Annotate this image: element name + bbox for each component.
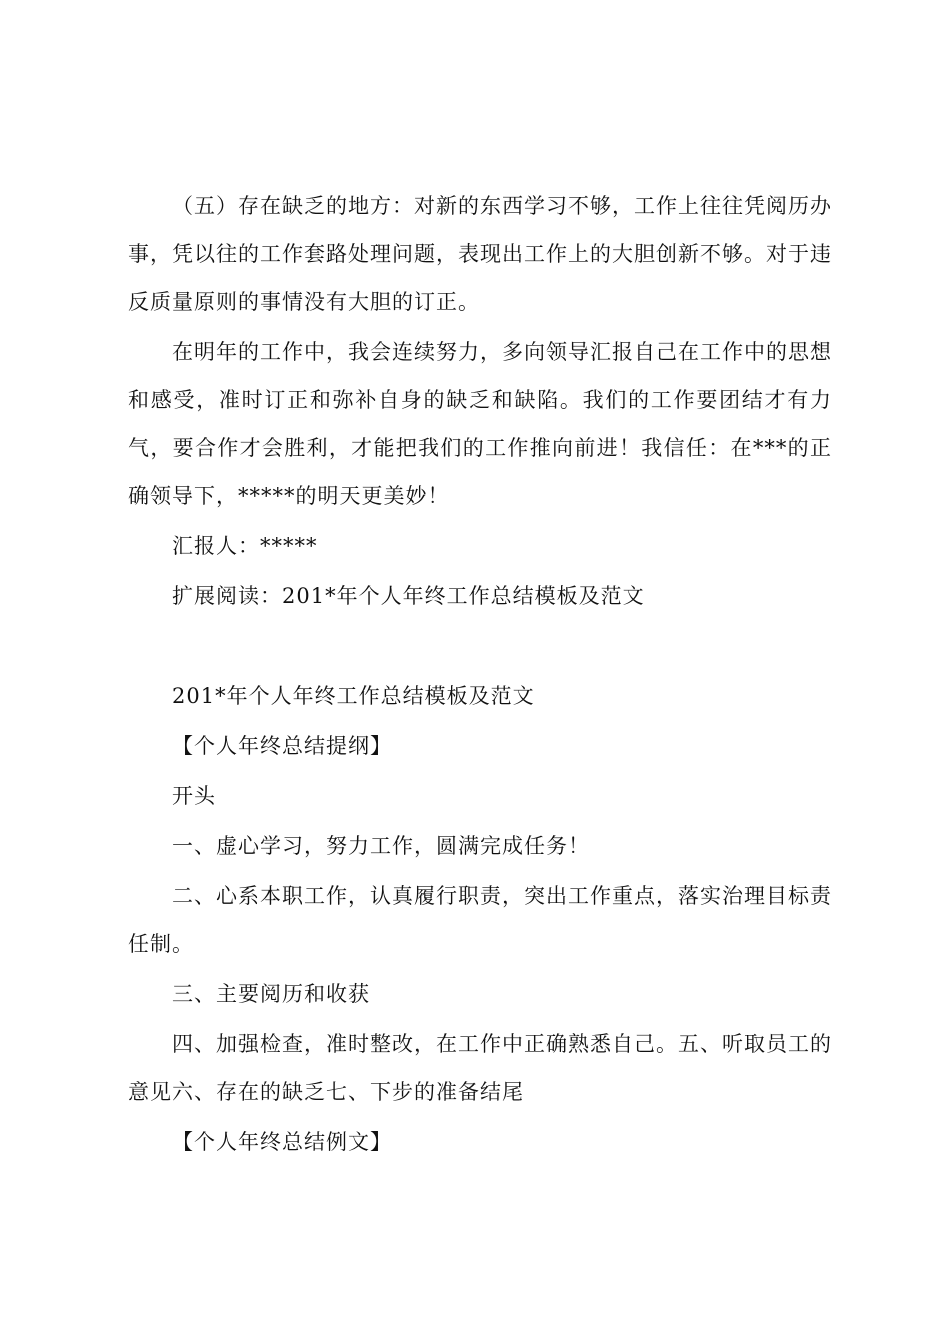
section-title: 201*年个人年终工作总结模板及范文 — [172, 684, 535, 708]
paragraph-reporter: 汇报人：***** — [172, 534, 318, 558]
paragraph-shortcomings: （五）存在缺乏的地方：对新的东西学习不够，工作上往往凭阅历办事，凭以往的工作套路处理问题，表现出工作上的大胆创新不够。对于违反质量原则的事情没有大胆的订正。 — [128, 194, 832, 314]
outline-opening: 开头 — [172, 784, 216, 808]
paragraph-extended-reading: 扩展阅读：201*年个人年终工作总结模板及范文 — [172, 584, 645, 608]
outline-item-1: 一、虚心学习，努力工作，圆满完成任务！ — [172, 834, 590, 858]
example-heading: 【个人年终总结例文】 — [172, 1130, 392, 1154]
outline-heading: 【个人年终总结提纲】 — [172, 734, 392, 758]
document-body — [128, 182, 832, 1168]
section-gap — [128, 622, 832, 672]
outline-item-4: 四、加强检查，准时整改，在工作中正确熟悉自己。五、听取员工的意见六、存在的缺乏七、下步的准备结尾 — [128, 1032, 832, 1104]
outline-item-2: 二、心系本职工作，认真履行职责，突出工作重点，落实治理目标责任制。 — [128, 884, 832, 956]
outline-item-3: 三、主要阅历和收获 — [172, 982, 370, 1006]
paragraph-next-year-plan: 在明年的工作中，我会连续努力，多向领导汇报自己在工作中的思想和感受，准时订正和弥补自身的缺乏和缺陷。我们的工作要团结才有力气，要合作才会胜利，才能把我们的工作推向前进！我信任：在***的正确领导下，*****的明天更美妙！ — [128, 340, 832, 508]
